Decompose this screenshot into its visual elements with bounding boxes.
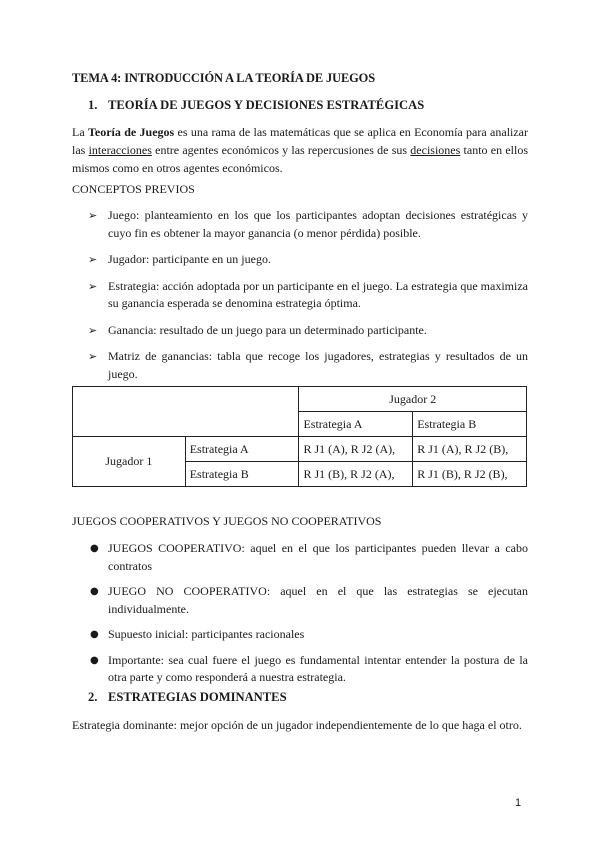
- list-item: ● Importante: sea cual fuere el juego es fundamental intentar entender la postura de la otra parte y como responderá a nuestra estrategia.: [90, 652, 528, 684]
- bullet-dot-icon: ●: [90, 629, 99, 640]
- dominante-paragraph: Estrategia dominante: mejor opción de un jugador independientemente de lo que haga el otro.: [72, 718, 522, 732]
- section-2-title: ESTRATEGIAS DOMINANTES: [108, 690, 287, 704]
- table-row-header-jugador1: Jugador 1: [73, 437, 186, 487]
- section-1-title: TEORÍA DE JUEGOS Y DECISIONES ESTRATÉGICAS: [108, 98, 425, 112]
- table-row-label-estrategia-b: Estrategia B: [185, 462, 299, 487]
- table-header-estrategia-a: Estrategia A: [299, 412, 413, 437]
- list-item: ➢ Jugador: participante en un juego.: [88, 251, 528, 269]
- document-title: TEMA 4: INTRODUCCIÓN A LA TEORÍA DE JUEGOS: [72, 71, 375, 85]
- intro-text-3: entre agentes económicos y las repercusiones de sus: [151, 143, 411, 157]
- conceptos-heading: CONCEPTOS PREVIOS: [72, 182, 195, 196]
- page-number: 1: [515, 797, 522, 809]
- section-2-heading: [88, 690, 287, 705]
- arrow-bullet-icon: ➢: [88, 323, 98, 337]
- intro-bold-term: Teoría de Juegos: [88, 125, 175, 139]
- bullet-dot-icon: ●: [90, 654, 99, 666]
- section-2-number: 2.: [88, 690, 98, 704]
- intro-underline-decisiones: decisiones: [410, 143, 461, 157]
- cooperativos-heading: JUEGOS COOPERATIVOS Y JUEGOS NO COOPERATIVOS: [72, 514, 382, 528]
- list-item: ● Supuesto inicial: participantes racionales: [88, 626, 528, 644]
- bullet-dot-icon: ●: [90, 543, 99, 554]
- cooperativos-list: [88, 540, 528, 687]
- list-item: ● JUEGOS COOPERATIVO: aquel en el que los participantes pueden llevar a cabo contratos: [90, 541, 528, 573]
- intro-underline-interacciones: interacciones: [88, 143, 152, 157]
- list-item: ➢ Matriz de ganancias: tabla que recoge los jugadores, estrategias y resultados de un juego.: [88, 349, 528, 381]
- table-header-estrategia-b: Estrategia B: [413, 412, 527, 437]
- list-item: ● JUEGO NO COOPERATIVO: aquel en el que las estrategias se ejecutan individualmente.: [90, 584, 528, 616]
- bullet-dot-icon: ●: [90, 586, 99, 597]
- table-cell-ba: R J1 (B), R J2 (A),: [299, 462, 413, 487]
- list-item: ➢ Juego: planteamiento en los que los participantes adoptan decisiones estratégicas y cuyo fin es obtener la mayor ganancia (o menor pérdida) posible.: [88, 208, 528, 240]
- intro-text-4: tanto en ellos mismos como en otros agentes económicos.: [72, 143, 528, 175]
- arrow-bullet-icon: ➢: [88, 350, 98, 363]
- intro-paragraph: [72, 123, 528, 177]
- table-cell-bb: R J1 (B), R J2 (B),: [413, 462, 527, 487]
- table-cell-aa: R J1 (A), R J2 (A),: [299, 437, 413, 462]
- arrow-bullet-icon: ➢: [88, 209, 98, 222]
- arrow-bullet-icon: ➢: [88, 253, 98, 266]
- table-empty-corner: [73, 387, 299, 437]
- list-item: ➢ Estrategia: acción adoptada por un participante en el juego. La estrategia que maximiza su ganancia esperada se denomina estrategia óptima.: [88, 278, 528, 310]
- intro-text-2: es una rama de las matemáticas que se aplica en Economía para analizar las: [72, 125, 529, 157]
- table-row-label-estrategia-a: Estrategia A: [185, 437, 299, 462]
- section-1-heading: [88, 98, 424, 113]
- payoff-matrix-table: [72, 386, 527, 487]
- conceptos-list: [88, 207, 528, 383]
- list-item: ➢ Ganancia: resultado de un juego para un determinado participante.: [88, 322, 528, 340]
- arrow-bullet-icon: ➢: [88, 279, 98, 293]
- table-header-jugador2: Jugador 2: [299, 387, 527, 412]
- table-cell-ab: R J1 (A), R J2 (B),: [413, 437, 527, 462]
- section-1-number: 1.: [88, 98, 98, 112]
- intro-text-1: La: [72, 125, 88, 139]
